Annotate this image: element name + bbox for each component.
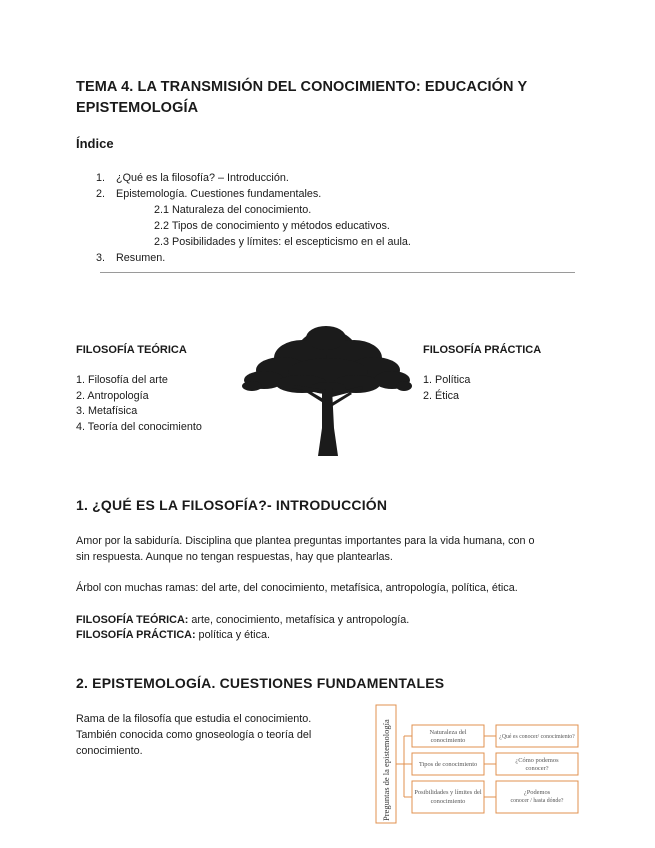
text-line: Rama de la filosofía que estudia el conocimiento. [76, 713, 312, 725]
diagram-question-text: ¿Qué es conocer/ conocimiento? [499, 734, 575, 740]
epistemology-questions-diagram [372, 703, 584, 825]
toc-number: 3. [96, 252, 106, 264]
diagram-box-text: conocimiento [430, 737, 466, 744]
list-item: 1. Política [423, 374, 471, 386]
diagram-question-text: conocer / hasta dónde? [510, 798, 564, 804]
divider [100, 272, 575, 273]
toc-number: 1. [96, 172, 106, 184]
list-item: 1. Filosofía del arte [76, 374, 168, 386]
toc-text: Epistemología. Cuestiones fundamentales. [116, 188, 322, 200]
toc-item [96, 250, 411, 266]
tree-silhouette-image [242, 324, 412, 456]
list-item: 3. Metafísica [76, 405, 138, 417]
text-line: sin respuesta. Aunque no tengan respuestas, hay que plantearlas. [76, 551, 393, 563]
table-of-contents [96, 170, 411, 266]
diagram-box-text: Tipos de conocimiento [418, 761, 478, 768]
practica-label: FILOSOFÍA PRÁCTICA: [76, 629, 196, 641]
toc-number: 2. [96, 188, 106, 200]
section-1-heading: 1. ¿QUÉ ES LA FILOSOFÍA?- INTRODUCCIÓN [76, 497, 388, 513]
section-1-paragraph-2: Árbol con muchas ramas: del arte, del conocimiento, metafísica, antropología, política, ética. [76, 582, 518, 594]
text-line: También conocida como gnoseología o teoría del [76, 729, 312, 741]
teorica-label: FILOSOFÍA TEÓRICA: [76, 614, 189, 626]
diagram-box-posibilidades [412, 781, 484, 813]
toc-subitem: 2.3 Posibilidades y límites: el escepticismo en el aula. [154, 236, 411, 248]
toc-text: ¿Qué es la filosofía? – Introducción. [116, 172, 289, 184]
indice-heading: Índice [76, 136, 114, 151]
list-item: 2. Antropología [76, 389, 149, 402]
filosofia-practica-heading: FILOSOFÍA PRÁCTICA [423, 344, 542, 356]
section-2-paragraph [76, 711, 366, 759]
list-item: 4. Teoría del conocimiento [76, 420, 202, 433]
text-line: Amor por la sabiduría. Disciplina que plantea preguntas importantes para la vida humana, con o [76, 535, 535, 547]
document-title [76, 77, 596, 119]
toc-text: Resumen. [116, 252, 166, 264]
section-2-heading: 2. EPISTEMOLOGÍA. CUESTIONES FUNDAMENTALES [76, 675, 445, 691]
toc-item [96, 186, 411, 202]
toc-item [96, 170, 411, 186]
diagram-question-text: ¿Podemos [523, 789, 551, 796]
filosofia-practica-list [423, 373, 470, 404]
toc-subitem: 2.1 Naturaleza del conocimiento. [154, 204, 312, 216]
list-item: 2. Ética [423, 389, 460, 402]
diagram-question-text: conocer? [525, 765, 549, 772]
diagram-box-text: Naturaleza del [429, 729, 467, 736]
diagram-box-text: Posibilidades y límites del [414, 789, 482, 796]
filosofia-teorica-list [76, 373, 202, 435]
teorica-text: arte, conocimiento, metafísica y antropología. [188, 614, 410, 626]
section-1-teorica-line [76, 612, 409, 628]
diagram-question-box-3 [496, 781, 578, 813]
diagram-box-text: conocimiento [430, 798, 466, 805]
toc-subitem: 2.2 Tipos de conocimiento y métodos educativos. [154, 220, 390, 232]
section-1-practica-line [76, 627, 270, 643]
practica-text: política y ética. [195, 629, 270, 641]
diagram-connector-lines [396, 736, 412, 797]
diagram-question-text: ¿Cómo podemos [515, 757, 559, 764]
text-line: conocimiento. [76, 745, 143, 757]
section-1-paragraph-1 [76, 533, 596, 565]
filosofia-teorica-heading: FILOSOFÍA TEÓRICA [76, 344, 187, 356]
title-line-2: EPISTEMOLOGÍA [76, 100, 199, 116]
diagram-vertical-label: Preguntas de la epistemología [381, 719, 391, 821]
title-line-1: TEMA 4. LA TRANSMISIÓN DEL CONOCIMIENTO: EDUCACIÓN Y [76, 79, 528, 95]
diagram-arrow-lines [484, 736, 496, 797]
